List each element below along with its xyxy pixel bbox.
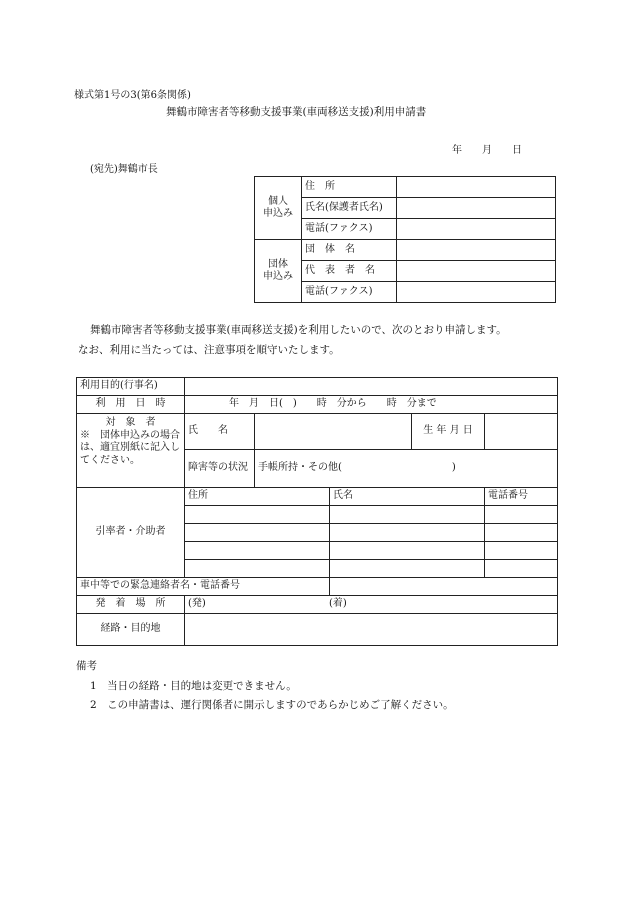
page-title: 舞鶴市障害者等移動支援事業(車両移送支援)利用申請書 (166, 106, 427, 118)
group-phone-fax-label: 電話(ファクス) (302, 282, 397, 303)
group-phone-fax-field[interactable] (397, 282, 556, 303)
subject-title: 対 象 者 (105, 417, 156, 428)
escort-label: 引率者・介助者 (77, 488, 185, 578)
address-label: 住 所 (302, 177, 397, 198)
emergency-field[interactable] (330, 578, 558, 596)
datetime-field[interactable]: 年 月 日( ) 時 分から 時 分まで (185, 396, 558, 414)
subject-name-field[interactable] (255, 414, 412, 450)
phone-fax-field[interactable] (397, 219, 556, 240)
notes-item-2: 2 この申請書は、運行関係者に開示しますのであらかじめご了解ください。 (90, 699, 454, 711)
disability-label: 障害等の状況 (185, 450, 255, 488)
birth-field[interactable] (485, 414, 558, 450)
subject-note: ※ 団体申込みの場合は、適宜別紙に記入してください。 (80, 429, 180, 466)
escort-phone-field[interactable] (485, 542, 558, 560)
escort-name-field[interactable] (330, 542, 485, 560)
route-field[interactable] (185, 614, 558, 646)
main-table (76, 377, 558, 646)
group-label: 団体 申込み (255, 240, 302, 303)
place-to: (着) (329, 598, 347, 610)
escort-address-field[interactable] (185, 542, 330, 560)
col-address-header: 住所 (185, 488, 330, 506)
subject-cell (77, 414, 185, 488)
phone-fax-label: 電話(ファクス) (302, 219, 397, 240)
route-label: 経路・目的地 (77, 614, 185, 646)
name-guardian-label: 氏名(保護者氏名) (302, 198, 397, 219)
purpose-label: 利用目的(行事名) (77, 378, 185, 396)
birth-label: 生 年 月 日 (412, 414, 485, 450)
group-name-field[interactable] (397, 240, 556, 261)
escort-address-field[interactable] (185, 524, 330, 542)
purpose-field[interactable] (185, 378, 558, 396)
escort-phone-field[interactable] (485, 506, 558, 524)
col-phone-header: 電話番号 (485, 488, 558, 506)
escort-phone-field[interactable] (485, 560, 558, 578)
individual-label: 個人 申込み (255, 177, 302, 240)
group-name-label: 団 体 名 (302, 240, 397, 261)
emergency-label: 車中等での緊急連絡者名・電話番号 (77, 578, 330, 596)
addressee: (宛先)舞鶴市長 (90, 164, 158, 175)
datetime-label: 利 用 日 時 (77, 396, 185, 414)
escort-phone-field[interactable] (485, 524, 558, 542)
place-label: 発 着 場 所 (77, 596, 185, 614)
escort-address-field[interactable] (185, 506, 330, 524)
intro-line-1: 舞鶴市障害者等移動支援事業(車両移送支援)を利用したいので、次のとおり申請します。 (90, 324, 507, 336)
notes-heading: 備考 (76, 660, 97, 672)
representative-field[interactable] (397, 261, 556, 282)
escort-name-field[interactable] (330, 524, 485, 542)
escort-address-field[interactable] (185, 560, 330, 578)
escort-name-field[interactable] (330, 506, 485, 524)
address-field[interactable] (397, 177, 556, 198)
subject-name-label: 氏 名 (185, 414, 255, 450)
disability-field[interactable]: 手帳所持・その他( ) (255, 450, 558, 488)
representative-label: 代 表 者 名 (302, 261, 397, 282)
place-field[interactable] (185, 596, 558, 614)
escort-name-field[interactable] (330, 560, 485, 578)
date-line: 年 月 日 (452, 145, 522, 156)
place-from: (発) (188, 598, 206, 610)
applicant-table (254, 176, 556, 303)
form-number: 様式第1号の3(第6条関係) (74, 90, 191, 101)
notes-item-1: 1 当日の経路・目的地は変更できません。 (90, 680, 297, 692)
col-name-header: 氏名 (330, 488, 485, 506)
intro-line-2: なお、利用に当たっては、注意事項を順守いたします。 (78, 344, 340, 356)
name-guardian-field[interactable] (397, 198, 556, 219)
